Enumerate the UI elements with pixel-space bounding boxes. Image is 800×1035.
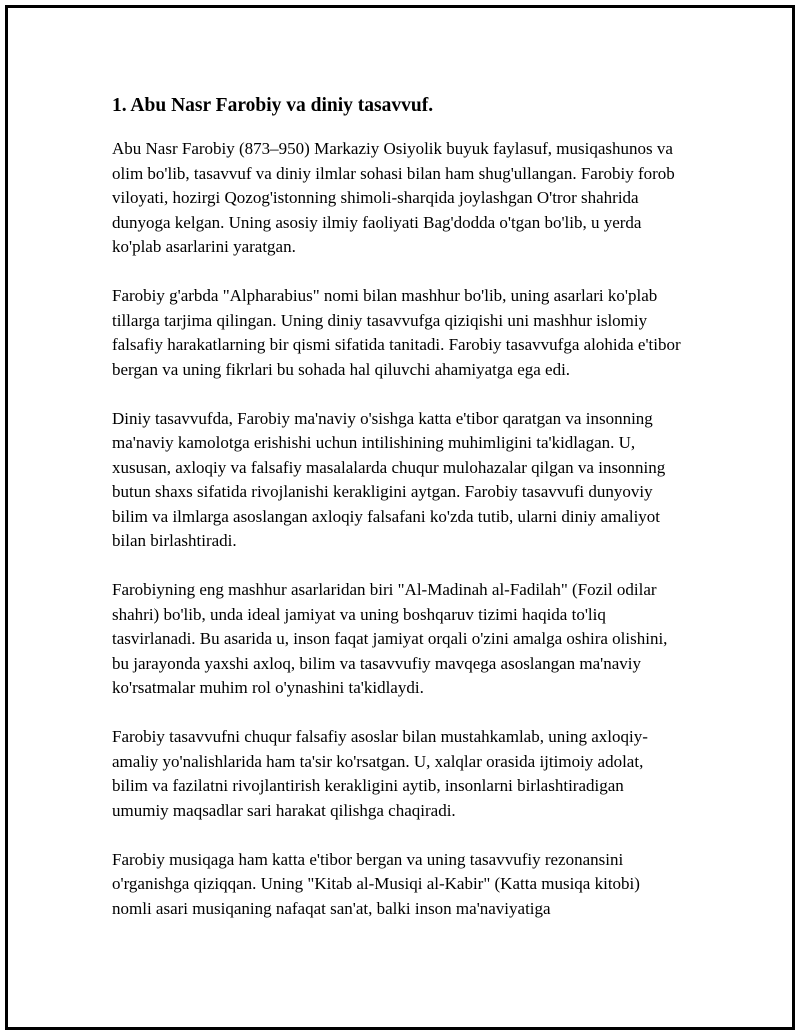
document-title: 1. Abu Nasr Farobiy va diniy tasavvuf. [112,95,434,116]
paragraph-6: Farobiy musiqaga ham katta e'tibor bergan va uning tasavvufiy rezonansini o'rganishga qiziqqan. Uning "Kitab al-Musiqi al-Kabir" (Katta musiqa kitobi) nomli asari musiqaning nafaqat san'at, balki inson ma'naviyatiga [112,849,640,918]
paragraph-5: Farobiy tasavvufni chuqur falsafiy asoslar bilan mustahkamlab, uning axloqiy-amaliy yo'nalishlarida ham ta'sir ko'rsatgan. U, xalqlar orasida ijtimoiy adolat, bilim va fazilatni rivojlantirish kerakligini aytib, insonlarni birlashtiradigan umumiy maqsadlar sari harakat qilishga chaqiradi. [112,727,648,820]
document-body [112,92,682,946]
paragraph-2: Farobiy g'arbda "Alpharabius" nomi bilan mashhur bo'lib, uning asarlari ko'plab tillarga tarjima qilingan. Uning diniy tasavvufga qiziqishi uni mashhur islomiy falsafiy harakatlarning bir qismi sifatida tanitadi. Farobiy tasavvufga alohida e'tibor bergan va uning fikrlari bu sohada hal qiluvchi ahamiyatga ega edi. [112,286,681,379]
paragraph-4: Farobiyning eng mashhur asarlaridan biri "Al-Madinah al-Fadilah" (Fozil odilar shahri) bo'lib, unda ideal jamiyat va uning boshqaruv tizimi haqida to'liq tasvirlanadi. Bu asarida u, inson faqat jamiyat orqali o'zini amalga oshira olishini, bu jarayonda yaxshi axloq, bilim va tasavvufiy mavqega asoslangan ma'naviy ko'rsatmalar muhim rol o'ynashini ta'kidlaydi. [112,580,668,697]
paragraph-1: Abu Nasr Farobiy (873–950) Markaziy Osiyolik buyuk faylasuf, musiqashunos va olim bo'lib, tasavvuf va diniy ilmlar sohasi bilan ham shug'ullangan. Farobiy forob viloyati, hozirgi Qozog'istonning shimoli-sharqida joylashgan O'tror shahrida dunyoga kelgan. Uning asosiy ilmiy faoliyati Bag'dodda o'tgan bo'lib, u yerda ko'plab asarlarini yaratgan. [112,139,675,256]
paragraph-3: Diniy tasavvufda, Farobiy ma'naviy o'sishga katta e'tibor qaratgan va insonning ma'naviy kamolotga erishishi uchun intilishining muhimligini ta'kidlagan. U, xususan, axloqiy va falsafiy masalalarda chuqur mulohazalar qilgan va insonning butun shaxs sifatida rivojlanishi kerakligini aytgan. Farobiy tasavvufi dunyoviy bilim va ilmlarga asoslangan axloqiy falsafani ko'zda tutib, ularni diniy amaliyot bilan birlashtiradi. [112,408,666,550]
